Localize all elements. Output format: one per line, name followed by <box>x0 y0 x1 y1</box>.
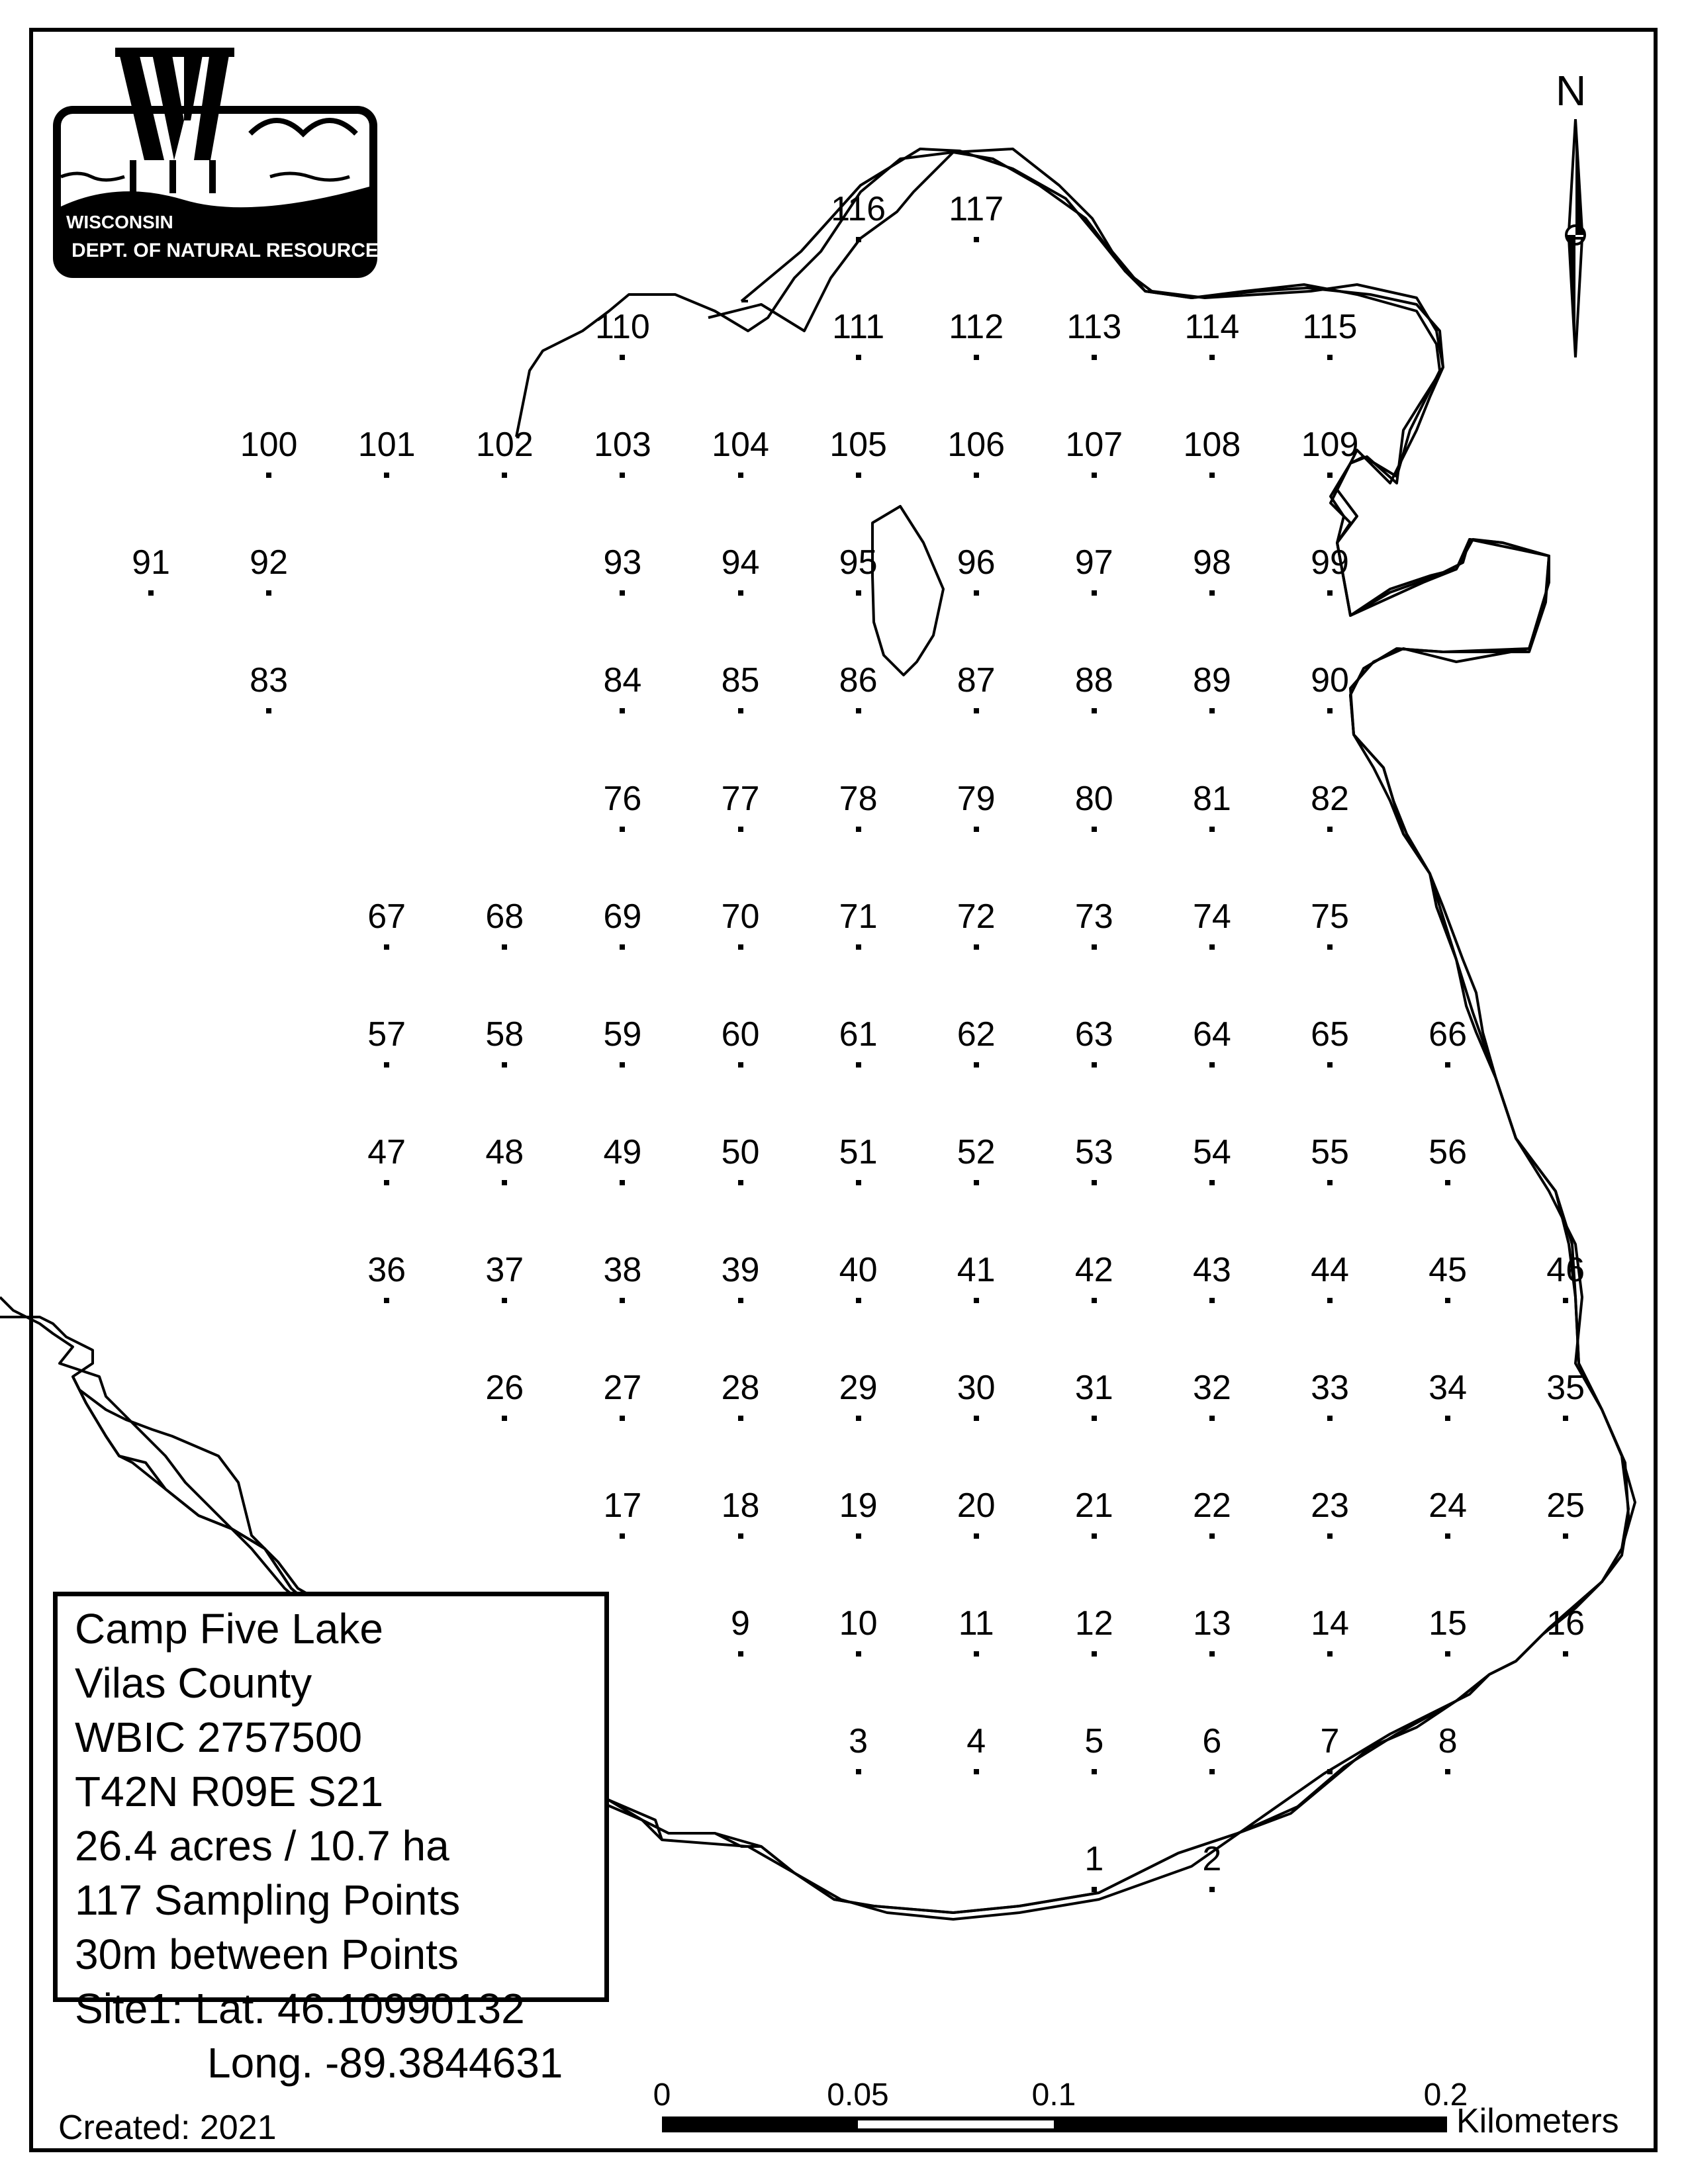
sampling-point-label: 19 <box>839 1486 878 1525</box>
sampling-point-marker <box>1092 944 1097 950</box>
sampling-point-marker <box>1327 590 1333 596</box>
sampling-point-marker <box>738 1062 743 1068</box>
sampling-point-marker <box>1092 1651 1097 1657</box>
sampling-point-marker <box>1445 1533 1450 1539</box>
sampling-point-label: 94 <box>721 543 760 582</box>
sampling-point-marker <box>856 355 861 360</box>
sampling-point-marker <box>620 827 625 832</box>
sampling-point-label: 93 <box>603 543 642 582</box>
sampling-point-marker <box>1092 1298 1097 1303</box>
sampling-point-label: 114 <box>1184 308 1240 347</box>
sampling-point-label: 23 <box>1311 1486 1349 1525</box>
sampling-point-label: 33 <box>1311 1369 1349 1407</box>
sampling-point-label: 21 <box>1074 1486 1113 1525</box>
sampling-point-marker <box>1209 473 1215 478</box>
sampling-point-marker <box>1209 1416 1215 1421</box>
sampling-point-marker <box>1445 1180 1450 1185</box>
sampling-point-marker <box>502 1180 507 1185</box>
sampling-point-label: 27 <box>603 1369 642 1407</box>
sampling-point-label: 108 <box>1183 426 1241 465</box>
sampling-point-marker <box>384 473 389 478</box>
scale-label-005: 0.05 <box>827 2077 889 2113</box>
sampling-point-marker <box>1209 355 1215 360</box>
sampling-point-label: 35 <box>1546 1369 1585 1407</box>
sampling-point-label: 5 <box>1084 1722 1104 1761</box>
created-date: Created: 2021 <box>58 2109 277 2147</box>
sampling-point-label: 16 <box>1546 1604 1585 1643</box>
sampling-point-label: 36 <box>367 1250 406 1289</box>
sampling-point-label: 50 <box>721 1132 760 1171</box>
sampling-point-marker <box>1563 1651 1568 1657</box>
lake-area: 26.4 acres / 10.7 ha <box>75 1822 449 1870</box>
sampling-point-marker <box>856 1533 861 1539</box>
sampling-point-marker <box>384 1298 389 1303</box>
sampling-point-marker <box>856 590 861 596</box>
sampling-point-label: 9 <box>731 1604 750 1643</box>
sampling-point-marker <box>738 827 743 832</box>
sampling-point-marker <box>974 827 979 832</box>
sampling-point-label: 40 <box>839 1250 878 1289</box>
sampling-point-marker <box>620 1416 625 1421</box>
sampling-point-label: 84 <box>603 661 642 700</box>
sampling-point-label: 117 <box>949 190 1004 228</box>
sampling-point-marker <box>1209 708 1215 713</box>
sampling-point-marker <box>384 944 389 950</box>
scale-label-02: 0.2 <box>1423 2077 1468 2113</box>
sampling-point-marker <box>1327 1180 1333 1185</box>
sampling-point-marker <box>384 1180 389 1185</box>
sampling-point-marker <box>620 355 625 360</box>
sampling-point-label: 8 <box>1438 1722 1458 1761</box>
sampling-point-marker <box>502 1416 507 1421</box>
sampling-point-label: 113 <box>1066 308 1122 347</box>
sampling-point-label: 109 <box>1301 426 1359 465</box>
sampling-point-label: 32 <box>1192 1369 1231 1407</box>
scale-label-01: 0.1 <box>1031 2077 1076 2113</box>
sampling-point-marker <box>1327 708 1333 713</box>
sampling-point-label: 22 <box>1192 1486 1231 1525</box>
sampling-point-marker <box>974 590 979 596</box>
sampling-point-marker <box>1327 944 1333 950</box>
sampling-point-marker <box>1563 1298 1568 1303</box>
sampling-point-label: 107 <box>1065 426 1123 465</box>
sampling-point-marker <box>1092 1416 1097 1421</box>
logo-text-dnr: DEPT. OF NATURAL RESOURCES <box>71 240 392 261</box>
sampling-point-label: 58 <box>485 1015 524 1054</box>
sampling-point-label: 82 <box>1311 779 1349 818</box>
sampling-point-marker <box>974 237 979 242</box>
sampling-point-marker <box>1327 1533 1333 1539</box>
sampling-point-marker <box>1327 1651 1333 1657</box>
sampling-point-label: 1 <box>1084 1840 1104 1879</box>
sampling-point-label: 65 <box>1311 1015 1349 1054</box>
scale-bar <box>661 2115 1450 2135</box>
sampling-point-label: 29 <box>839 1369 878 1407</box>
sampling-point-marker <box>856 1769 861 1774</box>
sampling-point-marker <box>1092 1533 1097 1539</box>
sampling-point-marker <box>856 1416 861 1421</box>
sampling-point-label: 112 <box>949 308 1004 347</box>
sampling-point-label: 104 <box>712 426 769 465</box>
sampling-point-marker <box>1327 1416 1333 1421</box>
sampling-point-label: 62 <box>957 1015 996 1054</box>
sampling-point-marker <box>974 355 979 360</box>
sampling-point-marker <box>1092 355 1097 360</box>
sampling-point-label: 31 <box>1074 1369 1113 1407</box>
sampling-point-marker <box>1327 1298 1333 1303</box>
sampling-point-marker <box>856 237 861 242</box>
sampling-point-marker <box>974 944 979 950</box>
legend-info-box <box>53 1592 609 2087</box>
sampling-point-label: 7 <box>1320 1722 1340 1761</box>
scale-units: Kilometers <box>1456 2102 1619 2140</box>
sampling-point-label: 51 <box>839 1132 878 1171</box>
sampling-point-marker <box>620 944 625 950</box>
sampling-point-marker <box>502 1062 507 1068</box>
sampling-point-marker <box>266 473 271 478</box>
sampling-point-marker <box>974 1180 979 1185</box>
sampling-point-label: 10 <box>839 1604 878 1643</box>
sampling-point-marker <box>1092 473 1097 478</box>
sampling-point-label: 49 <box>603 1132 642 1171</box>
wbic-code: WBIC 2757500 <box>75 1713 363 1761</box>
sampling-point-label: 99 <box>1311 543 1349 582</box>
sampling-point-marker <box>856 1062 861 1068</box>
sampling-point-label: 115 <box>1302 308 1358 347</box>
sampling-point-marker <box>1209 1533 1215 1539</box>
sampling-point-label: 77 <box>721 779 760 818</box>
sampling-point-label: 59 <box>603 1015 642 1054</box>
sampling-point-label: 34 <box>1429 1369 1468 1407</box>
sampling-point-marker <box>620 708 625 713</box>
sampling-point-label: 26 <box>485 1369 524 1407</box>
sampling-point-marker <box>1092 1180 1097 1185</box>
sampling-point-label: 39 <box>721 1250 760 1289</box>
sampling-point-label: 89 <box>1192 661 1231 700</box>
sampling-point-label: 70 <box>721 897 760 936</box>
sampling-point-label: 12 <box>1074 1604 1113 1643</box>
sampling-point-label: 28 <box>721 1369 760 1407</box>
sampling-point-label: 72 <box>957 897 996 936</box>
township-range-section: T42N R09E S21 <box>75 1768 384 1815</box>
sampling-point-label: 52 <box>957 1132 996 1171</box>
sampling-point-marker <box>1209 590 1215 596</box>
sampling-point-label: 46 <box>1546 1250 1585 1289</box>
sampling-point-marker <box>856 944 861 950</box>
sampling-point-label: 97 <box>1074 543 1113 582</box>
sampling-point-label: 38 <box>603 1250 642 1289</box>
sampling-point-label: 100 <box>240 426 298 465</box>
sampling-point-label: 68 <box>485 897 524 936</box>
site1-latitude: Site1: Lat. 46.10990132 <box>75 1985 525 2032</box>
sampling-point-label: 74 <box>1192 897 1231 936</box>
sampling-point-marker <box>974 1298 979 1303</box>
sampling-point-marker <box>1563 1533 1568 1539</box>
sampling-point-label: 44 <box>1311 1250 1349 1289</box>
sampling-point-label: 54 <box>1192 1132 1231 1171</box>
sampling-point-marker <box>1563 1416 1568 1421</box>
sampling-point-label: 60 <box>721 1015 760 1054</box>
sampling-point-marker <box>738 1651 743 1657</box>
sampling-point-marker <box>620 1180 625 1185</box>
sampling-point-marker <box>974 1651 979 1657</box>
sampling-point-label: 17 <box>603 1486 642 1525</box>
sampling-point-label: 80 <box>1074 779 1113 818</box>
sampling-point-label: 42 <box>1074 1250 1113 1289</box>
sampling-point-marker <box>1209 1298 1215 1303</box>
sampling-point-marker <box>502 944 507 950</box>
sampling-point-label: 102 <box>475 426 534 465</box>
sampling-point-marker <box>974 1533 979 1539</box>
sampling-point-label: 47 <box>367 1132 406 1171</box>
sampling-point-marker <box>1092 1769 1097 1774</box>
sampling-point-marker <box>974 708 979 713</box>
sampling-point-label: 71 <box>839 897 878 936</box>
sampling-point-label: 91 <box>132 543 170 582</box>
sampling-point-label: 56 <box>1429 1132 1468 1171</box>
sampling-point-marker <box>974 1062 979 1068</box>
sampling-point-marker <box>738 1533 743 1539</box>
sampling-point-marker <box>1209 1651 1215 1657</box>
sampling-point-marker <box>1327 1062 1333 1068</box>
sampling-point-label: 41 <box>957 1250 996 1289</box>
sampling-point-marker <box>1209 944 1215 950</box>
sampling-point-label: 15 <box>1429 1604 1468 1643</box>
sampling-point-label: 67 <box>367 897 406 936</box>
county-name: Vilas County <box>75 1659 312 1707</box>
sampling-point-marker <box>266 590 271 596</box>
sampling-point-marker <box>1445 1062 1450 1068</box>
sampling-point-label: 73 <box>1074 897 1113 936</box>
logo-text-wisconsin: WISCONSIN <box>66 212 173 232</box>
sampling-point-label: 105 <box>829 426 887 465</box>
sampling-point-marker <box>1092 708 1097 713</box>
sampling-point-label: 53 <box>1074 1132 1113 1171</box>
sampling-point-marker <box>1209 827 1215 832</box>
scale-label-0: 0 <box>653 2077 671 2113</box>
sampling-point-label: 11 <box>958 1604 994 1643</box>
sampling-point-marker <box>1327 355 1333 360</box>
sampling-point-marker <box>1327 473 1333 478</box>
sampling-point-label: 55 <box>1311 1132 1349 1171</box>
sampling-point-label: 66 <box>1429 1015 1468 1054</box>
sampling-point-marker <box>1092 590 1097 596</box>
point-spacing: 30m between Points <box>75 1931 459 1978</box>
sampling-point-label: 25 <box>1546 1486 1585 1525</box>
sampling-point-label: 76 <box>603 779 642 818</box>
sampling-point-marker <box>620 1533 625 1539</box>
sampling-point-label: 30 <box>957 1369 996 1407</box>
sampling-point-label: 79 <box>957 779 996 818</box>
sampling-point-marker <box>856 708 861 713</box>
sampling-point-marker <box>738 1180 743 1185</box>
sampling-point-label: 95 <box>839 543 878 582</box>
sampling-point-label: 75 <box>1311 897 1349 936</box>
sampling-point-marker <box>620 473 625 478</box>
sampling-point-label: 43 <box>1192 1250 1231 1289</box>
sampling-point-label: 63 <box>1074 1015 1113 1054</box>
sampling-point-marker <box>1092 827 1097 832</box>
sampling-point-label: 98 <box>1192 543 1231 582</box>
sampling-point-marker <box>1445 1298 1450 1303</box>
sampling-point-label: 92 <box>250 543 289 582</box>
sampling-point-marker <box>1445 1651 1450 1657</box>
sampling-point-marker <box>1092 1062 1097 1068</box>
sampling-point-label: 20 <box>957 1486 996 1525</box>
sampling-point-label: 78 <box>839 779 878 818</box>
sampling-point-label: 90 <box>1311 661 1349 700</box>
sampling-point-marker <box>502 1298 507 1303</box>
sampling-point-marker <box>856 1180 861 1185</box>
sampling-point-label: 85 <box>721 661 760 700</box>
sampling-point-marker <box>856 473 861 478</box>
sampling-point-label: 3 <box>849 1722 868 1761</box>
sampling-point-label: 14 <box>1311 1604 1349 1643</box>
sampling-point-label: 101 <box>357 426 416 465</box>
sampling-point-label: 96 <box>957 543 996 582</box>
sampling-point-label: 64 <box>1192 1015 1231 1054</box>
sampling-point-label: 45 <box>1429 1250 1468 1289</box>
sampling-point-marker <box>1327 1769 1333 1774</box>
sampling-point-marker <box>856 1651 861 1657</box>
sampling-point-marker <box>856 827 861 832</box>
sampling-point-label: 87 <box>957 661 996 700</box>
north-arrow-icon <box>1556 119 1595 364</box>
sampling-point-marker <box>384 1062 389 1068</box>
sampling-point-marker <box>856 1298 861 1303</box>
north-label: N <box>1556 67 1587 114</box>
sampling-point-label: 13 <box>1192 1604 1231 1643</box>
sampling-point-marker <box>1445 1769 1450 1774</box>
sampling-point-label: 81 <box>1192 779 1231 818</box>
sampling-point-marker <box>974 473 979 478</box>
sampling-point-marker <box>1209 1062 1215 1068</box>
sampling-point-marker <box>738 1298 743 1303</box>
sampling-point-label: 88 <box>1074 661 1113 700</box>
sampling-point-marker <box>738 1416 743 1421</box>
sampling-point-marker <box>974 1769 979 1774</box>
sampling-point-label: 83 <box>250 661 289 700</box>
sampling-point-label: 61 <box>839 1015 878 1054</box>
sampling-point-label: 69 <box>603 897 642 936</box>
sampling-point-marker <box>620 1298 625 1303</box>
lake-name: Camp Five Lake <box>75 1605 383 1653</box>
sampling-point-label: 57 <box>367 1015 406 1054</box>
sampling-point-label: 4 <box>966 1722 986 1761</box>
sampling-point-label: 103 <box>594 426 651 465</box>
sampling-point-marker <box>266 708 271 713</box>
sampling-point-marker <box>148 590 154 596</box>
sampling-point-label: 6 <box>1202 1722 1222 1761</box>
sampling-point-label: 18 <box>721 1486 760 1525</box>
sampling-point-marker <box>1092 1887 1097 1892</box>
sampling-point-label: 111 <box>832 308 885 347</box>
sampling-point-marker <box>1209 1887 1215 1892</box>
sampling-point-marker <box>738 944 743 950</box>
sampling-point-marker <box>1209 1769 1215 1774</box>
sampling-point-label: 110 <box>594 308 650 347</box>
island-outline <box>872 506 943 675</box>
sampling-point-marker <box>974 1416 979 1421</box>
sampling-point-marker <box>502 473 507 478</box>
sampling-point-marker <box>620 590 625 596</box>
point-count: 117 Sampling Points <box>75 1876 461 1924</box>
sampling-point-label: 2 <box>1202 1840 1222 1879</box>
site1-longitude: Long. -89.3844631 <box>207 2039 563 2087</box>
sampling-point-marker <box>1209 1180 1215 1185</box>
sampling-point-label: 24 <box>1429 1486 1468 1525</box>
sampling-point-label: 37 <box>485 1250 524 1289</box>
sampling-point-marker <box>738 473 743 478</box>
sampling-point-label: 86 <box>839 661 878 700</box>
sampling-point-marker <box>738 590 743 596</box>
sampling-point-label: 106 <box>947 426 1006 465</box>
sampling-point-marker <box>1327 827 1333 832</box>
sampling-point-marker <box>620 1062 625 1068</box>
sampling-point-marker <box>1445 1416 1450 1421</box>
sampling-point-label: 116 <box>831 190 886 228</box>
sampling-point-marker <box>738 708 743 713</box>
sampling-point-label: 48 <box>485 1132 524 1171</box>
